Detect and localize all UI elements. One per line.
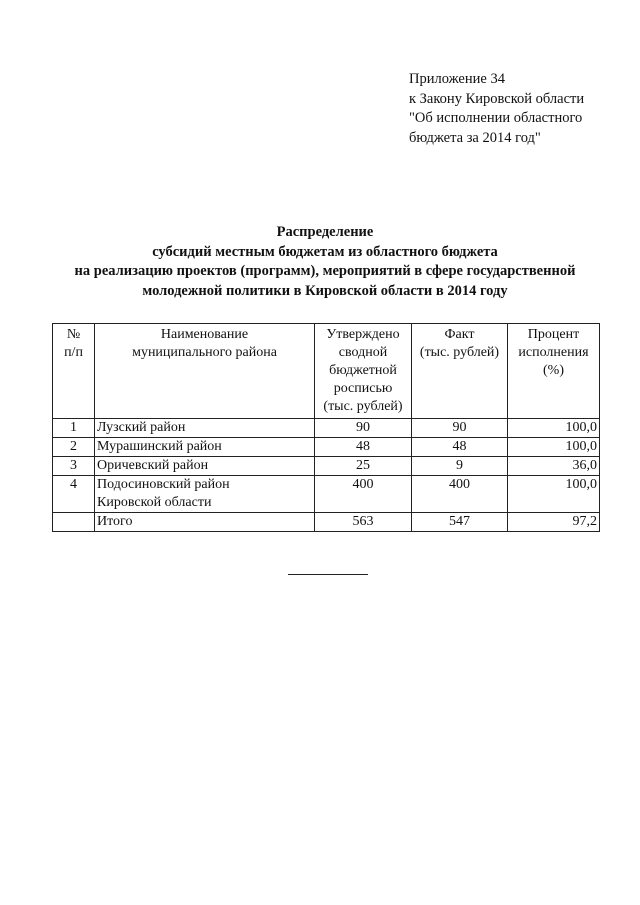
cell-fact: 400 xyxy=(412,476,508,513)
cell-percent: 100,0 xyxy=(508,419,600,438)
cell-percent: 36,0 xyxy=(508,457,600,476)
table-row xyxy=(53,438,600,457)
cell-name: Мурашинский район xyxy=(95,438,315,457)
cell-num: 4 xyxy=(53,476,95,513)
header-fact: Факт (тыс. рублей) xyxy=(412,324,508,419)
cell-fact: 90 xyxy=(412,419,508,438)
appendix-line: к Закону Кировской области xyxy=(409,90,585,107)
header-num: № п/п xyxy=(53,324,95,419)
table-row xyxy=(53,419,600,438)
cell-approved: 48 xyxy=(315,438,412,457)
subsidy-table xyxy=(52,323,600,532)
cell-percent: 100,0 xyxy=(508,438,600,457)
cell-approved: 400 xyxy=(315,476,412,513)
cell-num: 3 xyxy=(53,457,95,476)
table-row xyxy=(53,476,600,513)
appendix-header xyxy=(409,70,634,148)
cell-fact: 48 xyxy=(412,438,508,457)
cell-approved: 563 xyxy=(315,513,412,532)
cell-approved: 25 xyxy=(315,457,412,476)
header-percent: Процент исполнения (%) xyxy=(508,324,600,419)
title-line: субсидий местным бюджетам из областного бюджета xyxy=(152,243,498,260)
cell-num: 2 xyxy=(53,438,95,457)
cell-percent: 97,2 xyxy=(508,513,600,532)
cell-approved: 90 xyxy=(315,419,412,438)
document-title xyxy=(30,223,620,301)
title-line: молодежной политики в Кировской области в 2014 году xyxy=(142,282,508,299)
cell-percent: 100,0 xyxy=(508,476,600,513)
title-line: на реализацию проектов (программ), мероприятий в сфере государственной xyxy=(74,263,576,279)
appendix-line: Приложение 34 xyxy=(409,71,505,87)
cell-num xyxy=(53,513,95,532)
table-total-row xyxy=(53,513,600,532)
cell-total-label: Итого xyxy=(95,513,315,532)
header-approved: Утверждено сводной бюджетной росписью (тыс. рублей) xyxy=(315,324,412,419)
table-row xyxy=(53,457,600,476)
table-header-row xyxy=(53,324,600,419)
cell-name-line: Подосиновский район xyxy=(97,477,230,492)
cell-fact: 9 xyxy=(412,457,508,476)
title-line: Распределение xyxy=(276,224,374,240)
cell-fact: 547 xyxy=(412,513,508,532)
cell-name: Лузский район xyxy=(95,419,315,438)
appendix-line: "Об исполнении областного xyxy=(409,110,583,126)
header-name: Наименование муниципального района xyxy=(95,324,315,419)
closing-rule xyxy=(288,574,368,575)
cell-name-line: Кировской области xyxy=(97,495,212,510)
cell-name: Оричевский район xyxy=(95,457,315,476)
cell-name xyxy=(95,476,315,513)
cell-num: 1 xyxy=(53,419,95,438)
appendix-line: бюджета за 2014 год" xyxy=(409,129,541,146)
